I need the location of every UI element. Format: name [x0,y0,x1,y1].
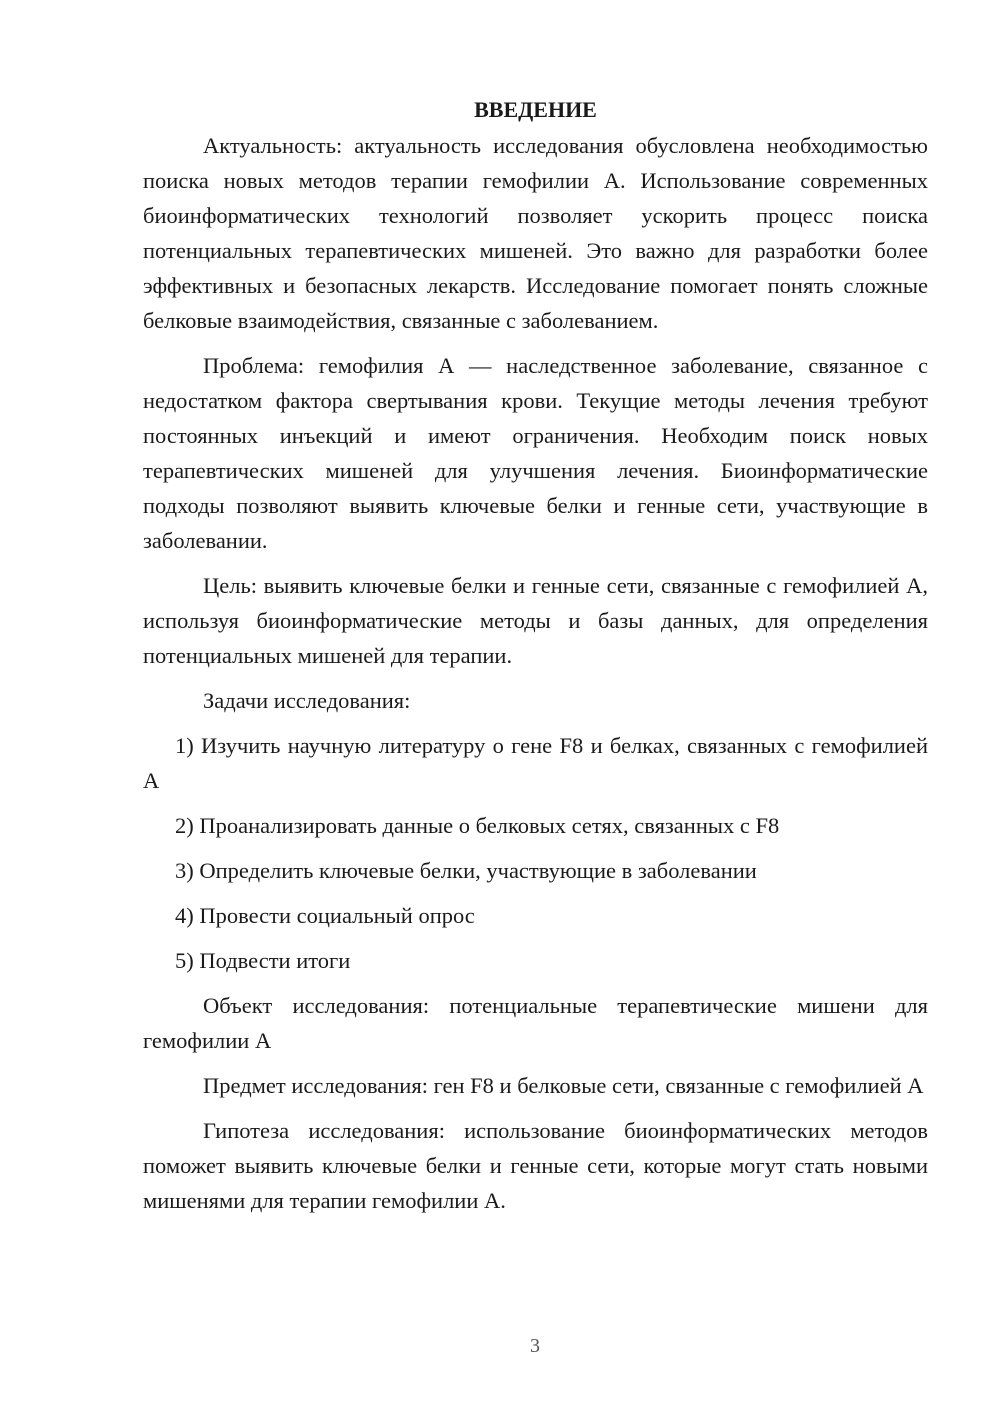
document-page [143,92,928,1228]
paragraph-goal: Цель: выявить ключевые белки и генные сети, связанные с гемофилией А, используя биоинформатические методы и базы данных, для определения потенциальных мишеней для терапии. [143,573,928,668]
paragraph-relevance: Актуальность: актуальность исследования обусловлена необходимостью поиска новых методов терапии гемофилии А. Использование современных биоинформатических технологий позволяет ускорить процесс поиска потенциальных терапевтических мишеней. Это важно для разработки более эффективных и безопасных лекарств. Исследование помогает понять сложные белковые взаимодействия, связанные с заболеванием. [143,133,928,333]
task-item-1: 1) Изучить научную литературу о гене F8 и белках, связанных с гемофилией А [143,733,928,793]
paragraph-hypothesis: Гипотеза исследования: использование биоинформатических методов поможет выявить ключевые белки и генные сети, которые могут стать новыми мишенями для терапии гемофилии А. [143,1118,928,1213]
task-item-3: 3) Определить ключевые белки, участвующие в заболевании [175,858,757,883]
task-item-2: 2) Проанализировать данные о белковых сетях, связанных с F8 [175,813,780,838]
paragraph-subject: Предмет исследования: ген F8 и белковые сети, связанные с гемофилией А [203,1073,924,1098]
page-number: 3 [530,1335,540,1357]
paragraph-object: Объект исследования: потенциальные терапевтические мишени для гемофилии А [143,993,928,1053]
task-item-5: 5) Подвести итоги [175,948,351,973]
task-item-4: 4) Провести социальный опрос [175,903,475,928]
page-title: ВВЕДЕНИЕ [474,97,597,122]
paragraph-problem: Проблема: гемофилия А — наследственное заболевание, связанное с недостатком фактора свертывания крови. Текущие методы лечения требуют постоянных инъекций и имеют ограничения. Необходим поиск новых терапевтических мишеней для улучшения лечения. Биоинформатические подходы позволяют выявить ключевые белки и генные сети, участвующие в заболевании. [143,353,928,553]
tasks-heading: Задачи исследования: [203,688,411,713]
